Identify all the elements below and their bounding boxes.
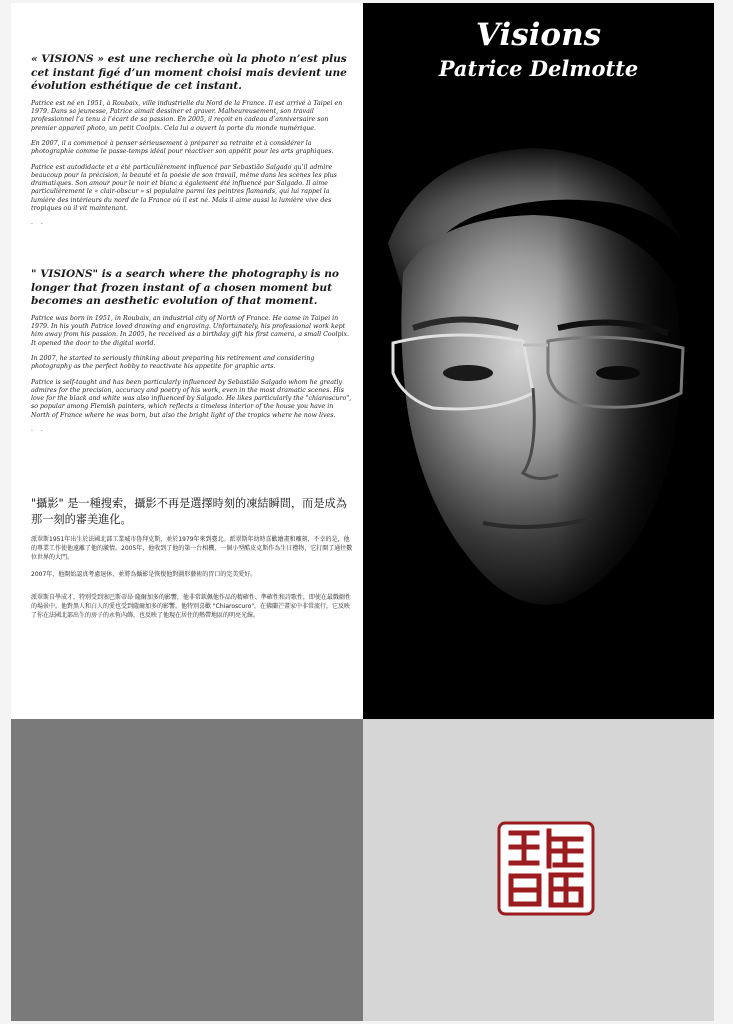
french-section (31, 53, 353, 234)
chinese-paragraph-1: 派翠斯1951年出生於法國北部工業城市魯拜克斯，並於1979年來到臺北。派翠斯年幼時喜歡繪畫和雕刻，不幸的是，他的專業工作使他遠離了他的激情。2005年，他收到了他的第一台相機，一個小型酷皮克斯作為生日禮物，它打開了通往數位世界的大門。 (31, 536, 353, 561)
english-lead: " VISIONS" is a search where the photography is no longer that frozen instant of a chosen moment but becomes an aesthetic evolution of that moment. (31, 268, 339, 308)
english-paragraph-3: Patrice is self-taught and has been particularly influenced by Sebastião Salgado whom he greatly admires for the precision, accuracy and poetry of his work, even in the most dramatic scenes. His love for the black and white was also influenced by Salgado. He likes particularly the "chiaroscuro", so popular among Flemish painters, which reflects a timeless interior of the house you have in North of France where he was born, but also the bright light of the tropics where he now lives. (31, 378, 352, 419)
author-name: Patrice Delmotte (438, 56, 639, 81)
french-paragraph-2: En 2007, il a commencé à penser sérieusement à préparer sa retraite et à considérer la photographie comme le passe-temps idéal pour réactiver son appétit pour les arts graphiques. (31, 139, 334, 156)
portrait-photo (363, 123, 714, 719)
english-paragraph-2: In 2007, he started to seriously thinking about preparing his retirement and considering photography as the perfect hobby to reactivate his appetite for graphic arts. (31, 354, 315, 371)
portrait-panel (363, 3, 714, 719)
french-paragraph-3: Patrice est autodidacte et a été particulièrement influencé par Sebastião Salgado qu’il admire beaucoup pour la précision, la beauté et la poésie de son travail, même dans les scènes les plus dramatiques. Son amour pour le noir et blanc a également été influencé par Salgado. Il aime particulièrement le « clair-obscur » si populaire parmi les peintres flamands, qui lui rappel la lumière des intérieurs du nord de la France où il est né. Mais il aime aussi la lumière vive des tropiques où il vit maintenant. (31, 163, 337, 213)
english-paragraph-1: Patrice was born in 1951, in Roubaix, an industrial city of North of France. He came in Taipei in 1979. In his youth Patrice loved drawing and engraving. Unfortunately, his professional work kept him away from his passion. In 2005, he received as a birthday gift his first camera, a small Coolpix. It opened the door to the digital world. (31, 314, 350, 347)
separator-dots: . . (31, 426, 46, 434)
chinese-paragraph-2: 2007年，他開始認真考慮退休，並將為攝影是恢復他對圖形藝術的胃口的完美愛好。 (31, 571, 257, 578)
poster-title: Visions (475, 17, 602, 53)
gray-panel-dark (11, 719, 363, 1021)
text-column (11, 3, 363, 719)
red-seal-stamp (497, 821, 595, 916)
chinese-lead: "攝影" 是一種搜索，攝影不再是選擇時刻的凍結瞬間，而是成為那一刻的審美進化。 (31, 497, 347, 526)
poster (11, 3, 714, 1021)
french-paragraph-1: Patrice est né en 1951, à Roubaix, ville industrielle du Nord de la France. Il est arrivé à Taipei en 1979. Dans sa jeunesse, Patrice aimait dessiner et graver. Malheureusement, son travail professionnel l’a tenu à l’écart de sa passion. En 2005, il reçoit en cadeau d’anniversaire son premier appareil photo, un petit Coolpix. Cela lui a ouvert la porte du monde numérique. (31, 99, 343, 132)
chinese-paragraph-3: 派翠斯自學成才，特別受到塞巴斯蒂昂·薩爾加多的影響，他非常欽佩他作品的精確性、準確性和詩歌性，即使在最戲劇性的場景中。他對黑人和白人的愛也受到薩爾加多的影響。他特別喜歡 "Chiaroscuro"，在佛蘭芒畫家中非常流行，它反映了你在法國北部出生的房子的永恆內飾，也反映了他現在居住的熱帶地區的明亮光線。 (31, 594, 351, 619)
chinese-section (31, 496, 353, 628)
separator-dots: . . (31, 219, 46, 227)
english-section (31, 268, 353, 441)
french-lead: « VISIONS » est une recherche où la photo n’est plus cet instant figé d’un moment choisi mais devient une évolution esthétique de cet instant. (31, 53, 347, 93)
